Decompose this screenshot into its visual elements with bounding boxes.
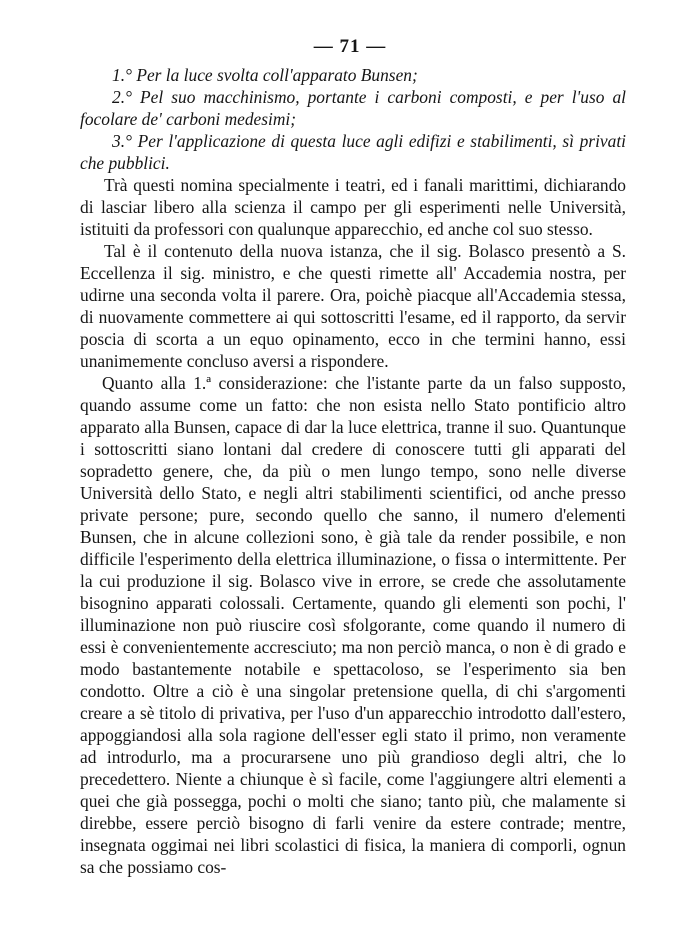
paragraph-1: Trà questi nomina specialmente i teatri, ed i fanali marittimi, dichiarando di lasciar libero alla scienza il campo per gli esperimenti nelle Università, istituiti da professori con qualunque apparecchio, ed anche col suo stesso.	[80, 175, 626, 239]
paragraph-3: Quanto alla 1.ª considerazione: che l'istante parte da un falso supposto, quando assume come un fatto: che non esista nello Stato pontificio altro apparato alla Bunsen, capace di dar la luce elettrica, tranne il suo. Quantunque i sottoscritti siano lontani dal credere di conoscere tutti gli apparati del sopradetto genere, che, da più o men lungo tempo, sono nelle diverse Università dello Stato, e negli altri stabilimenti scientifici, od anche presso private persone; pure, secondo quello che sanno, il numero d'elementi Bunsen, che in alcune collezioni sono, è già tale da render possibile, e non difficile l'esperimento della elettrica illuminazione, o fissa o intermittente. Per la cui produzione il sig. Bolasco vive in errore, se crede che assolutamente bisognino apparati colossali. Certamente, quando gli elementi son pochi, l' illuminazione non può riuscire così sfolgorante, come quando il numero di essi è convenientemente accresciuto; ma non perciò manca, o non è di grado e modo bastantemente notabile e spettacoloso, se l'esperimento sia ben condotto. Oltre a ciò è una singolar pretensione quella, di chi s'argomenti creare a sè titolo di privativa, per l'uso d'un apparecchio introdotto dall'estero, appoggiandosi alla sola ragione dell'esser egli stato il primo, non veramente ad introdurlo, ma a procurarsene uno più grandioso degli altri, che lo precedettero. Niente a chiunque è sì facile, come l'aggiungere altri elementi a quei che già possegga, pochi o molti che siano; tanto più, che malamente si direbbe, essere perciò bisogno di farli venire da estere contrade; mentre, insegnata oggimai nei libri scolastici di fisica, la maniera di comporli, ognun sa che possiamo cos-	[80, 373, 626, 877]
paragraph-2: Tal è il contenuto della nuova istanza, che il sig. Bolasco presentò a S. Eccellenza il sig. ministro, e che questi rimette all' Accademia nostra, per udirne una seconda volta il parere. Ora, poichè piacque all'Accademia stessa, di nuovamente commettere ai qui sottoscritti l'esame, ed il rapporto, da servir poscia di scorta a un equo opinamento, ecco in che termini hanno, essi unanimemente concluso aversi a rispondere.	[80, 241, 626, 371]
page-number: — 71 —	[313, 36, 387, 57]
point-3: 3.° Per l'applicazione di questa luce agli edifizi e stabilimenti, sì privati che pubblici.	[80, 131, 626, 173]
point-1: 1.° Per la luce svolta coll'apparato Bunsen;	[112, 65, 418, 85]
point-2: 2.° Pel suo macchinismo, portante i carboni composti, e per l'uso al focolare de' carboni medesimi;	[80, 87, 626, 129]
page-body	[80, 64, 626, 878]
